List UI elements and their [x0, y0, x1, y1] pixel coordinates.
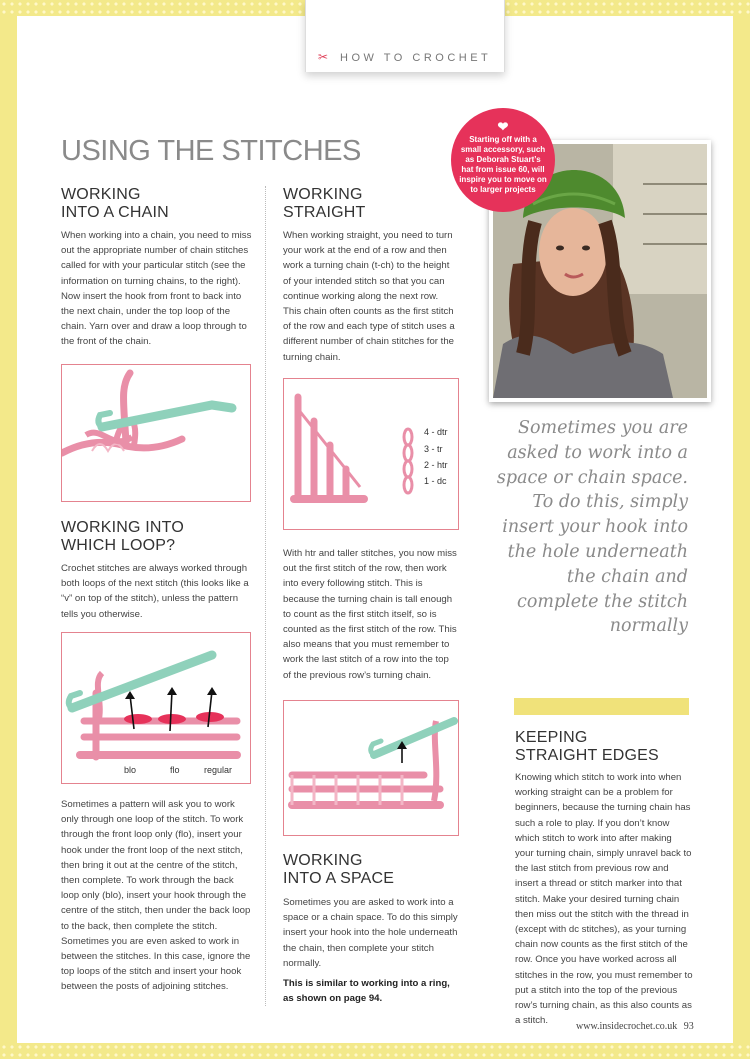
- page-title: USING THE STITCHES: [61, 135, 361, 167]
- page-number: 93: [683, 1021, 694, 1032]
- footer: [576, 1021, 694, 1032]
- scissors-icon: ✂: [318, 50, 329, 64]
- yellow-accent-bar: [514, 698, 689, 715]
- figure-space: [283, 700, 459, 836]
- label-htr: 2 - htr: [424, 460, 448, 470]
- bottom-border-pattern: [0, 1043, 750, 1059]
- heading-working-into-which-loop: WORKING INTO WHICH LOOP?: [61, 519, 184, 554]
- label-tr: 3 - tr: [424, 444, 443, 454]
- heading-working-into-a-chain: WORKING INTO A CHAIN: [61, 186, 169, 221]
- loop-body-2: Sometimes a pattern will ask you to work only through one loop of the stitch. To work through the front loop only (flo), insert your hook under the front loop of the next stitch, then bring it out at the centre of the stitch, then complete. To work through the back loop only (blo), insert your hook through the centre of the stitch, then under the back loop to the back, then complete the stitch. Sometimes you are even asked to work in between the stitches. In this case, ignore the top loops of the stitch and insert your hook between the posts of adjoining stitches.: [61, 799, 251, 993]
- label-regular: regular: [204, 765, 233, 775]
- label-flo: flo: [170, 765, 180, 775]
- straight-body: When working straight, you need to turn your work at the end of a row and then work a turning chain (t-ch) to the height of your intended stitch so that you can continue working along the next row. This chain often counts as the first stitch of the row and each type of stitch uses a different number of chain stitches for the turning chain.: [283, 230, 455, 363]
- figure-turning-chains: [283, 378, 459, 530]
- figure-chain: [61, 364, 251, 502]
- heading-working-straight: WORKING STRAIGHT: [283, 186, 366, 221]
- figure-loops: [61, 632, 251, 784]
- label-dtr: 4 - dtr: [424, 427, 448, 437]
- heading-keeping-straight-edges: KEEPING STRAIGHT EDGES: [515, 729, 659, 764]
- footer-url: www.insidecrochet.co.uk: [576, 1021, 678, 1032]
- label-dc: 1 - dc: [424, 476, 447, 486]
- space-note: This is similar to working into a ring, as shown on page 94.: [283, 978, 450, 1005]
- heading-working-into-a-space: WORKING INTO A SPACE: [283, 852, 395, 887]
- heart-icon: ❤: [497, 119, 509, 134]
- loop-body: Crochet stitches are always worked through both loops of the next stitch (this looks like a “v” on top of the stitch), unless the pattern tells you otherwise.: [61, 563, 249, 620]
- badge-callout: ❤ Starting off with a small accessory, such as Deborah Stuart’s hat from issue 60, will inspire you to move on to larger projects: [451, 108, 555, 212]
- edges-body: Knowing which stitch to work into when working straight can be a problem for beginners, because the turning chain has such a role to play. If you don’t know which stitch to work into after making your turning chain, simply unravel back to the last stitch from previous row and insert a thread or stitch marker into that stitch. Make your desired turning chain then miss out the stitch with the thread in (except with dc stitches), as your turning chain now counts as the first stitch of the row. Once you have worked across all stitches in the row, you must remember to put a stitch into the top of the previous row’s turning chain, as this also counts as a stitch.: [515, 772, 693, 1027]
- chain-body: When working into a chain, you need to miss out the appropriate number of chain stitches called for with your particular stitch (see the information on turning chains, to the right). Now insert the hook from front to back into the next chain, under the top loop of the chain. Yarn over and draw a loop through to the front of the chain.: [61, 230, 252, 348]
- label-blo: blo: [124, 765, 137, 775]
- space-body: Sometimes you are asked to work into a space or a chain space. To do this simply insert your hook into the hole underneath the chain, then complete your stitch normally.: [283, 897, 458, 969]
- straight-body-2: With htr and taller stitches, you now miss out the first stitch of the row, then work into every following stitch. This is because the turning chain is tall enough to count as the first stitch itself, so is counted as the first stitch of the row. This also means that you must remember to work the last stitch of a row into the top of the previous row’s turning chain.: [283, 548, 457, 681]
- section-label: HOW TO CROCHET: [340, 52, 492, 64]
- column-divider: [265, 186, 266, 1006]
- pull-quote: Sometimes you are asked to work into a space or chain space. To do this, simply insert your hook into the hole underneath the chain and complete the stitch normally: [496, 418, 688, 637]
